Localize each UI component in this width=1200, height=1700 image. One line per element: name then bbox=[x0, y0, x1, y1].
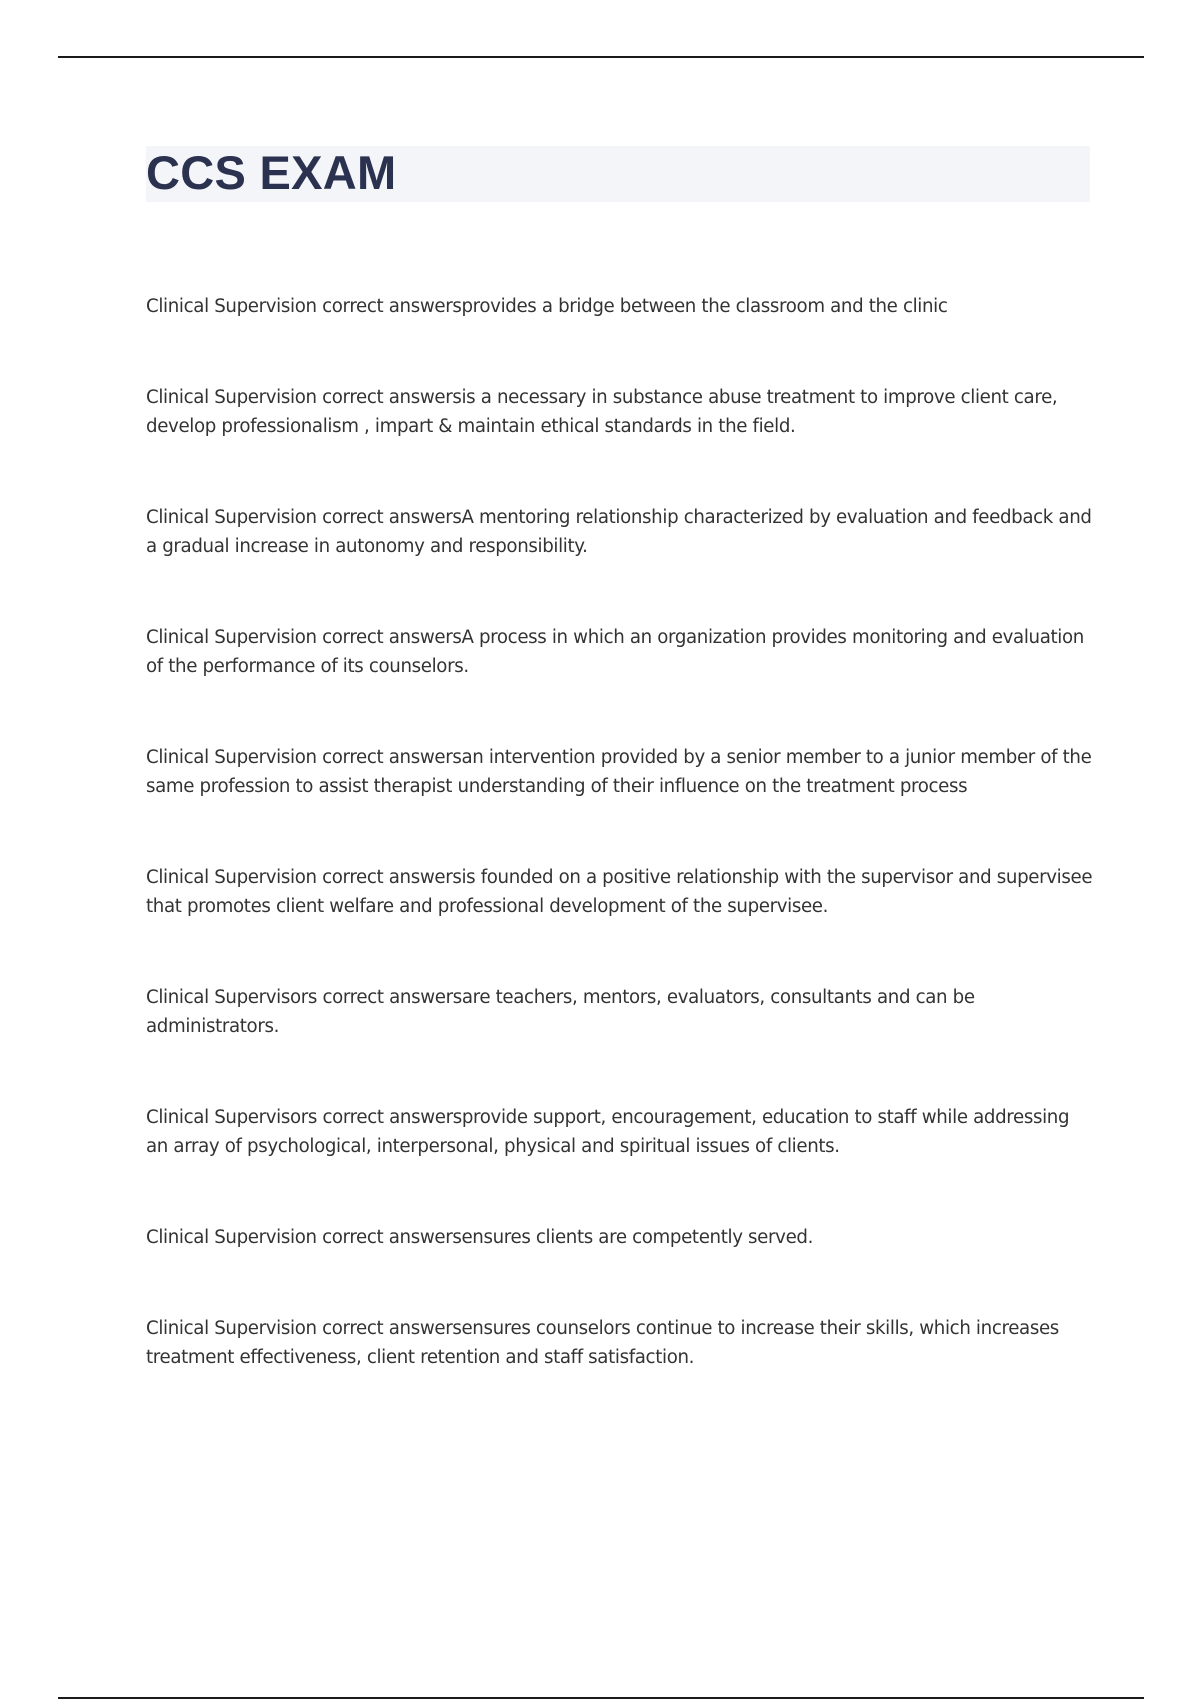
flashcard-entry: Clinical Supervisors correct answersprovide support, encouragement, education to staff while addressing an array of psychological, interpersonal, physical and spiritual issues of clients. bbox=[146, 1107, 1070, 1157]
flashcard-entry: Clinical Supervisors correct answersare teachers, mentors, evaluators, consultants and can be administrators. bbox=[146, 987, 975, 1037]
top-divider bbox=[58, 56, 1144, 58]
flashcard-entry: Clinical Supervision correct answersis founded on a positive relationship with the supervisor and supervisee that promotes client welfare and professional development of the supervisee. bbox=[146, 867, 1093, 917]
bottom-divider bbox=[58, 1697, 1144, 1699]
page-title: CCS EXAM bbox=[146, 146, 397, 199]
flashcard-entry: Clinical Supervision correct answersan intervention provided by a senior member to a junior member of the same profession to assist therapist understanding of their influence on the treatment process bbox=[146, 747, 1092, 797]
flashcard-list bbox=[146, 292, 1094, 1372]
flashcard-entry: Clinical Supervision correct answersA process in which an organization provides monitoring and evaluation of the performance of its counselors. bbox=[146, 627, 1084, 677]
flashcard-entry: Clinical Supervision correct answersA mentoring relationship characterized by evaluation and feedback and a gradual increase in autonomy and responsibility. bbox=[146, 507, 1092, 557]
flashcard-entry: Clinical Supervision correct answersensures clients are competently served. bbox=[146, 1227, 814, 1248]
flashcard-entry: Clinical Supervision correct answersprovides a bridge between the classroom and the clinic bbox=[146, 296, 948, 317]
flashcard-entry: Clinical Supervision correct answersensures counselors continue to increase their skills, which increases treatment effectiveness, client retention and staff satisfaction. bbox=[146, 1318, 1059, 1368]
flashcard-entry: Clinical Supervision correct answersis a necessary in substance abuse treatment to improve client care, develop professionalism , impart & maintain ethical standards in the field. bbox=[146, 387, 1058, 437]
